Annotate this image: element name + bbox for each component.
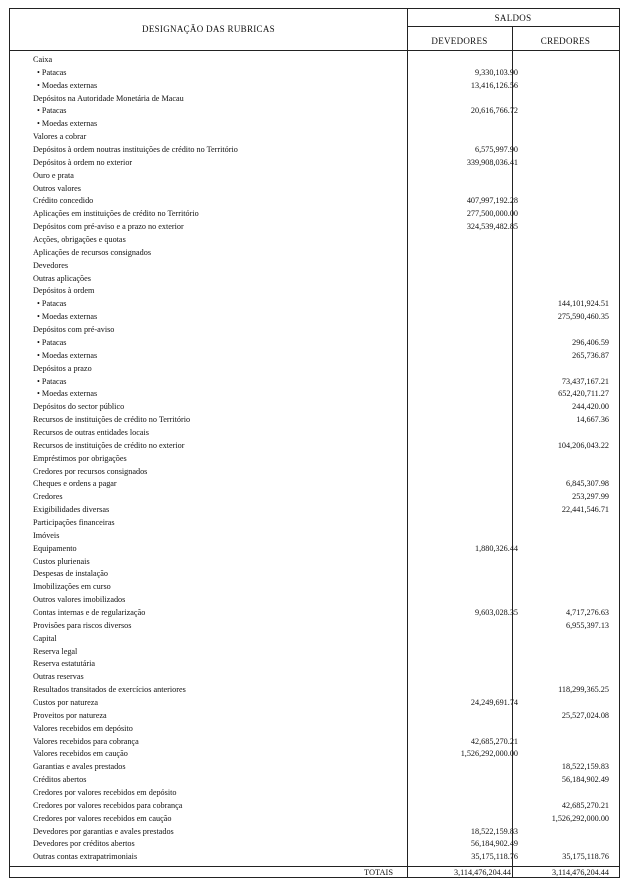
debit-value: 6,575,997.90 [475,145,518,155]
rubric-label: Credores [33,492,63,502]
table-row [10,478,619,491]
rubric-label: Contas internas e de regularização [33,607,146,617]
rubric-label: Credores por recursos consignados [33,466,148,476]
table-row [10,131,619,144]
credit-value: 35,175,118.76 [562,852,609,862]
table-row [10,414,619,427]
rubric-label: Valores recebidos em depósito [33,723,133,733]
table-row [10,67,619,80]
credit-value: 104,206,043.22 [557,440,609,450]
table-row [10,285,619,298]
table-row [10,247,619,260]
debit-value: 56,184,902.49 [470,839,518,849]
rubric-label: Despesas de instalação [33,569,109,579]
rubric-label: Exigibilidades diversas [33,505,110,515]
rubric-label: Recursos de outras entidades locais [33,427,149,437]
rubric-label: Recursos de instituições de crédito no exterior [33,440,185,450]
table-row [10,170,619,183]
table-row [10,273,619,286]
rubric-label: Ouro e prata [33,170,74,180]
table-row [10,80,619,93]
rubric-label: Devedores [33,260,69,270]
rubric-label: Valores a cobrar [33,132,87,142]
rubric-label: • Moedas externas [37,119,98,129]
table-row [10,440,619,453]
table-row [10,350,619,363]
rubric-label: Depósitos a prazo [33,363,92,373]
table-row [10,838,619,851]
table-row [10,607,619,620]
debit-value: 20,616,766.72 [470,106,518,116]
table-row [10,684,619,697]
rubric-label: Provisões para riscos diversos [33,620,132,630]
rubric-label: Proveitos por natureza [33,710,107,720]
table-row [10,761,619,774]
debit-value: 277,500,000.00 [466,209,518,219]
rubric-label: • Patacas [37,67,67,77]
table-row [10,517,619,530]
table-row [10,748,619,761]
saldos-header: SALDOS [494,13,532,23]
rubric-label: Credores por valores recebidos em depósito [33,788,177,798]
rubric-label: Outros valores imobilizados [33,595,126,605]
table-row [10,466,619,479]
totals-debit: 3,114,476,204.44 [453,868,511,877]
table-row [10,208,619,221]
debit-value: 13,416,126.56 [470,80,518,90]
table-row [10,851,619,864]
rubric-label: Caixa [33,55,53,64]
rubric-label: Depósitos à ordem noutras instituições de crédito no Território [33,145,238,155]
table-row [10,311,619,324]
debit-value: 324,539,482.85 [466,222,518,232]
debit-value: 24,249,691.74 [470,698,518,707]
rubric-label: Reserva estatutária [33,659,96,669]
debit-value: 407,997,192.28 [466,196,518,206]
credit-value: 42,685,270.21 [561,800,609,810]
table-row [10,658,619,671]
rubric-label: • Moedas externas [37,312,98,322]
table-row [10,93,619,106]
table-row [10,118,619,131]
table-row [10,504,619,517]
debit-value: 1,526,292,000.00 [460,749,518,759]
table-row [10,324,619,337]
rubric-label: • Moedas externas [37,350,98,360]
rubric-label: Aplicações de recursos consignados [33,247,151,257]
table-row [10,581,619,594]
credit-value: 652,420,711.27 [558,389,609,399]
rubric-label: Crédito concedido [33,196,94,206]
rubric-label: Depósitos à ordem no exterior [33,157,133,167]
rubric-label: Aplicações em instituições de crédito no Território [33,209,199,219]
table-row [10,633,619,646]
rubric-label: Valores recebidos para cobrança [33,736,139,746]
table-row [10,401,619,414]
table-row [10,298,619,311]
rubric-label: Credores por valores recebidos em caução [33,813,172,823]
table-row [10,620,619,633]
table-row [10,736,619,749]
debit-value: 35,175,118.76 [471,852,518,862]
rubric-label: • Moedas externas [37,80,98,90]
credit-value: 6,955,397.13 [566,620,609,630]
table-row [10,144,619,157]
rubric-label: Capital [33,633,57,643]
table-row [10,54,619,67]
table-row [10,530,619,543]
rubric-label: Cheques e ordens a pagar [33,479,117,489]
table-row [10,774,619,787]
credit-value: 6,845,307.98 [566,479,609,489]
rubric-label: Reserva legal [33,646,78,656]
rubric-label: Equipamento [33,543,77,553]
table-row [10,826,619,839]
rubric-label: Créditos abertos [33,775,87,785]
credit-value: 296,406.59 [572,337,609,347]
rubric-label: Custos por natureza [33,698,99,707]
rubric-label: Custos plurienais [33,556,90,566]
table-row [10,594,619,607]
table-row [10,376,619,389]
table-row [10,234,619,247]
table-row [10,195,619,208]
table-row [10,157,619,170]
debit-value: 42,685,270.21 [470,736,518,746]
table-row [10,710,619,723]
rubric-label: Outras contas extrapatrimoniais [33,852,138,862]
designation-header: DESIGNAÇÃO DAS RUBRICAS [142,24,275,34]
debit-value: 1,880,326.44 [475,543,518,553]
header-rule-bottom [10,50,619,51]
debit-value: 339,908,036.41 [466,157,518,167]
rubric-label: • Patacas [37,337,67,347]
rubric-label: Depósitos na Autoridade Monetária de Macau [33,93,184,103]
totals-label: TOTAIS [364,868,393,877]
rubric-label: Valores recebidos em caução [33,749,128,759]
header-rule-saldos [407,26,619,27]
credit-value: 244,420.00 [572,402,609,412]
table-row [10,813,619,826]
credit-value: 56,184,902.49 [561,775,609,785]
credit-value: 18,522,159.83 [561,762,609,772]
rubric-label: Depósitos do sector público [33,402,125,412]
rubric-label: Recursos de instituições de crédito no Território [33,415,191,425]
debit-value: 9,603,028.35 [475,607,518,617]
rubric-label: Outros valores [33,183,81,193]
table-row [10,388,619,401]
rubric-label: Credores por valores recebidos para cobrança [33,800,183,810]
rubric-label: Depósitos com pré-aviso e a prazo no exterior [33,222,184,232]
table-row [10,646,619,659]
rubric-label: • Patacas [37,376,67,386]
table-row [10,183,619,196]
table-row [10,363,619,376]
rubric-label: Devedores por créditos abertos [33,839,135,849]
debit-header: DEVEDORES [431,36,488,46]
table-row [10,491,619,504]
credit-value: 253,297.99 [572,492,609,502]
totals-rule [10,866,619,867]
balance-table [9,8,620,878]
rubric-label: Depósitos à ordem [33,286,95,296]
credit-value: 275,590,460.35 [557,312,609,322]
credit-value: 4,717,276.63 [566,607,609,617]
rubric-label: • Patacas [37,299,67,309]
credit-value: 144,101,924.51 [557,299,609,309]
table-row [10,556,619,569]
rubric-label: • Moedas externas [37,389,98,399]
rubric-label: Participações financeiras [33,517,115,527]
table-row [10,787,619,800]
table-row [10,427,619,440]
rubric-label: Outras aplicações [33,273,91,283]
table-row [10,723,619,736]
credit-value: 14,667.36 [576,415,609,425]
rubric-label: Imobilizações em curso [33,582,111,592]
table-row [10,800,619,813]
table-row [10,337,619,350]
table-row [10,453,619,466]
rubric-label: Garantias e avales prestados [33,762,126,772]
rubric-label: Outras reservas [33,672,84,682]
table-row [10,671,619,684]
rubric-label: • Patacas [37,106,67,116]
table-row [10,568,619,581]
rubric-label: Depósitos com pré-aviso [33,325,115,335]
table-row [10,105,619,118]
credit-value: 25,527,024.08 [561,710,609,720]
rubric-label: Resultados transitados de exercícios anteriores [33,685,186,695]
credit-value: 265,736.87 [572,350,609,360]
debit-value: 9,330,103.90 [475,67,518,77]
credit-value: 118,299,365.25 [558,685,609,695]
rubric-label: Empréstimos por obrigações [33,453,127,463]
table-row [10,697,619,710]
rubric-label: Acções, obrigações e quotas [33,235,126,245]
credit-value: 73,437,167.21 [561,376,609,386]
credit-value: 22,441,546.71 [561,505,609,515]
table-row [10,543,619,556]
credit-value: 1,526,292,000.00 [551,813,609,823]
rubric-label: Imóveis [33,530,60,540]
credit-header: CREDORES [540,36,591,46]
debit-value: 18,522,159.83 [470,826,518,836]
table-row [10,260,619,273]
table-row [10,221,619,234]
totals-credit: 3,114,476,204.44 [551,868,609,877]
rubric-label: Devedores por garantias e avales prestados [33,826,174,836]
